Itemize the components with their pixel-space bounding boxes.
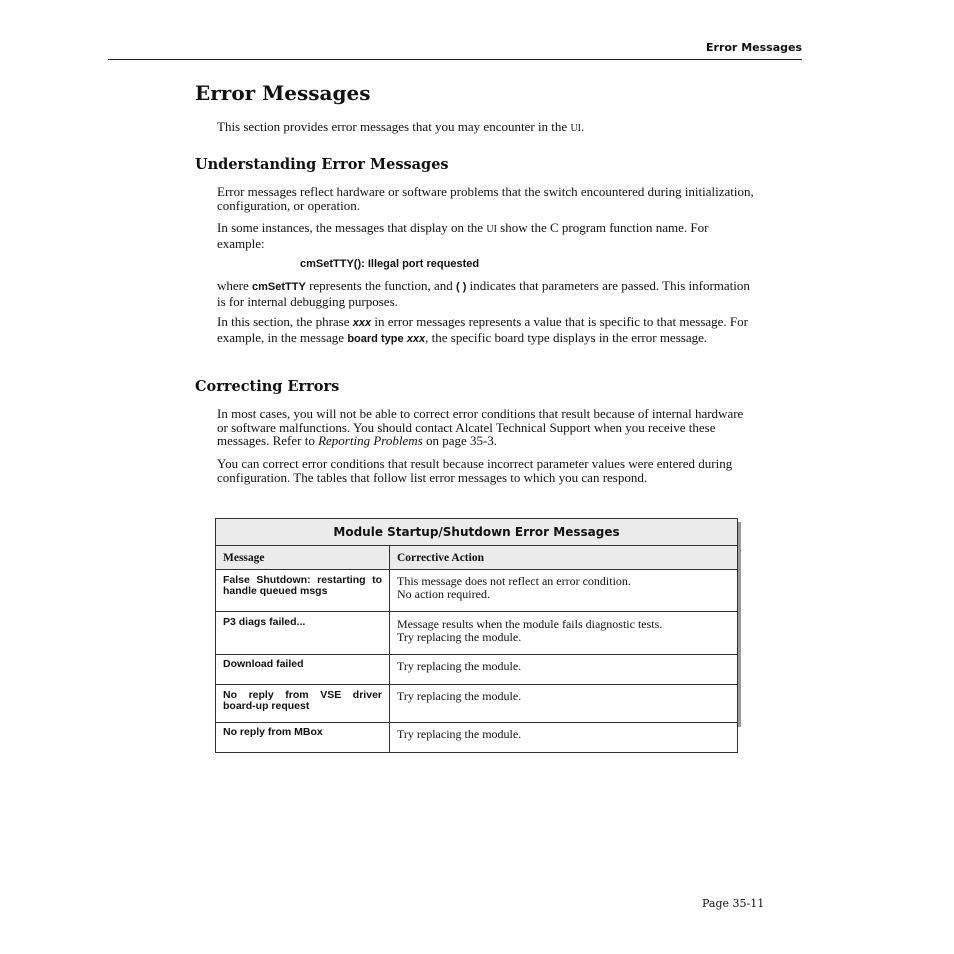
p4-text-a: In this section, the phrase <box>217 314 350 329</box>
error-table-container <box>215 518 737 741</box>
section-heading-correcting: Correcting Errors <box>195 378 340 395</box>
column-header-message: Message <box>216 546 390 570</box>
action-line: This message does not reflect an error condition. <box>397 574 631 588</box>
header-rule <box>108 59 802 60</box>
message-cell: No reply from VSE driver board-up request <box>216 685 390 723</box>
p4-xxx: xxx <box>352 317 372 329</box>
action-cell <box>390 655 738 685</box>
understanding-paragraph-4 <box>217 315 757 346</box>
table-row <box>216 570 738 612</box>
c1-text-b: on page 35-3. <box>425 433 498 448</box>
p2-text-a: In some instances, the messages that display on the <box>217 220 484 235</box>
p2-ui: UI <box>486 224 497 235</box>
intro-end: . <box>581 119 585 134</box>
table-row <box>216 612 738 655</box>
understanding-paragraph-3 <box>217 279 757 308</box>
p4-text-b: in error messages represents a value that is specific to that message. For example, in the message <box>217 314 748 345</box>
understanding-paragraph-2 <box>217 221 757 250</box>
p4-code-xxx: xxx <box>406 332 426 345</box>
intro-ui: UI <box>570 123 581 134</box>
action-line: Try replacing the module. <box>397 629 522 644</box>
p3-code-function: cmSetTTY <box>252 281 306 293</box>
understanding-paragraph-1: Error messages reflect hardware or software problems that the switch encountered during initialization, configuration, or operation. <box>217 184 754 213</box>
message-cell: Download failed <box>216 655 390 685</box>
action-line: Message results when the module fails diagnostic tests. <box>397 617 663 631</box>
action-line: Try replacing the module. <box>397 727 522 741</box>
action-line: Try replacing the module. <box>397 659 522 673</box>
action-cell <box>390 612 738 655</box>
p4-text-c: , the specific board type displays in the error message. <box>425 329 708 345</box>
intro-text: This section provides error messages that you may encounter in the <box>217 119 568 134</box>
action-cell <box>390 570 738 612</box>
p2-text-b: show the C program function name. For example: <box>217 220 709 251</box>
message-cell: No reply from MBox <box>216 723 390 753</box>
p3-text-c: indicates that parameters are passed. This information is for internal debugging purposes. <box>217 278 750 309</box>
c1-text-a: In most cases, you will not be able to correct error conditions that result because of internal hardware or software malfunctions. You should contact Alcatel Technical Support when you receive these messages. Refer to <box>217 406 744 448</box>
action-cell <box>390 723 738 753</box>
table-title: Module Startup/Shutdown Error Messages <box>216 519 738 546</box>
table-row <box>216 685 738 723</box>
correcting-paragraph-1 <box>217 407 757 448</box>
page-number: Page 35-11 <box>702 897 765 910</box>
page-title: Error Messages <box>195 81 371 105</box>
column-header-action: Corrective Action <box>390 546 738 570</box>
p3-text-b: represents the function, and <box>309 278 453 293</box>
c1-reference: Reporting Problems <box>318 433 423 448</box>
correcting-paragraph-2: You can correct error conditions that result because incorrect parameter values were entered during configuration. The tables that follow list error messages to which you can respond. <box>217 456 733 485</box>
action-line: Try replacing the module. <box>397 689 522 703</box>
error-messages-table <box>215 518 738 753</box>
message-cell: P3 diags failed... <box>216 612 390 655</box>
intro-paragraph <box>217 120 757 136</box>
table-row <box>216 655 738 685</box>
message-cell: False Shutdown: restarting to handle queued msgs <box>216 570 390 612</box>
action-line: No action required. <box>397 586 490 601</box>
p4-code-board-type: board type <box>347 332 404 345</box>
action-cell <box>390 685 738 723</box>
running-header: Error Messages <box>706 41 802 54</box>
code-example: cmSetTTY(): Illegal port requested <box>300 258 480 270</box>
p3-text-a: where <box>217 278 249 293</box>
p3-code-parens: ( ) <box>456 281 467 293</box>
table-row <box>216 723 738 753</box>
section-heading-understanding: Understanding Error Messages <box>195 156 449 173</box>
